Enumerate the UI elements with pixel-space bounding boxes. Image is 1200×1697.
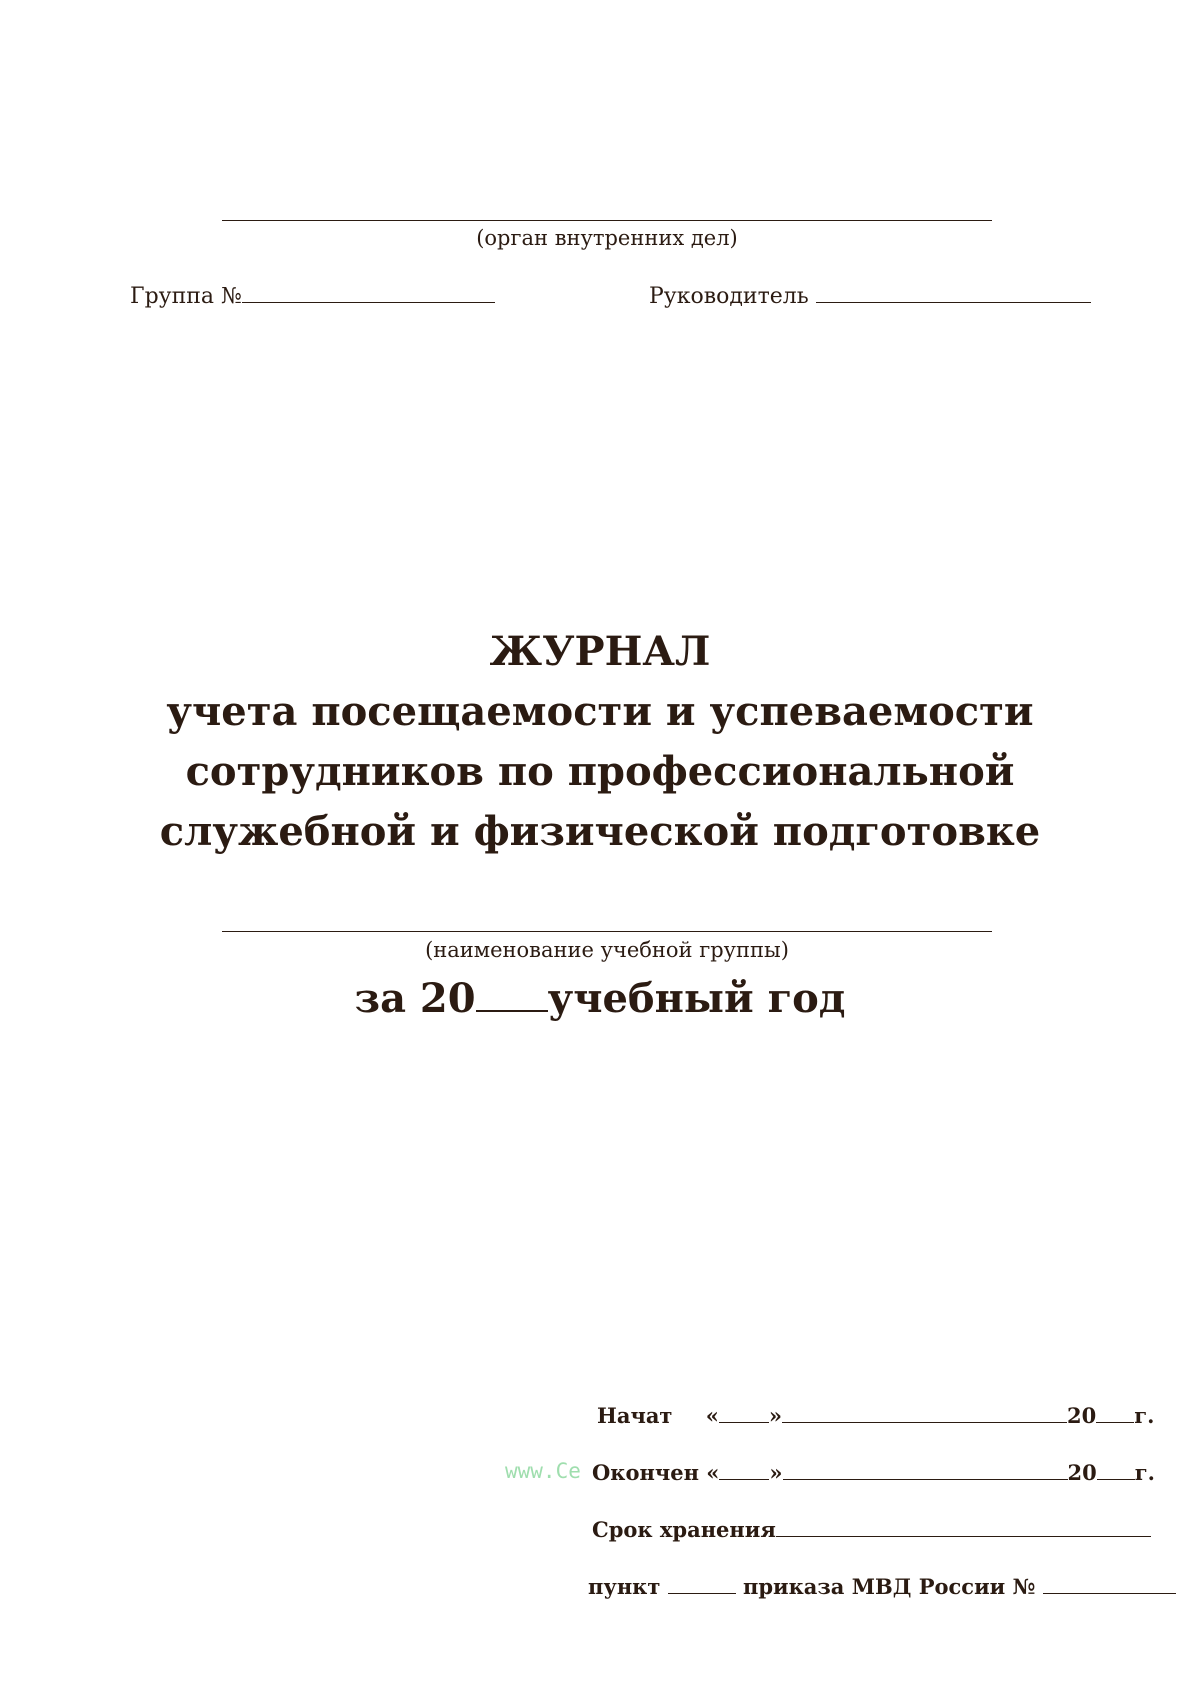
started-year-input[interactable] [1096, 1404, 1134, 1423]
title-line-2: учета посещаемости и успеваемости [166, 688, 1034, 735]
started-row [597, 1403, 1154, 1428]
finished-year-suffix: г. [1134, 1460, 1155, 1485]
started-open-quote: « [705, 1403, 719, 1428]
finished-month-input[interactable] [783, 1461, 1068, 1480]
started-close-quote: » [768, 1403, 783, 1428]
title-line-1: ЖУРНАЛ [489, 628, 711, 675]
journal-title [0, 622, 1200, 862]
started-label: Начат [597, 1403, 673, 1428]
group-name-line[interactable] [222, 931, 992, 932]
started-century: 20 [1067, 1403, 1097, 1428]
year-suffix: учебный год [547, 975, 846, 1022]
group-number-label: Группа № [130, 284, 242, 309]
year-prefix: за 20 [354, 975, 476, 1022]
watermark: www.Ce [505, 1459, 581, 1483]
academic-year-line [0, 974, 1200, 1022]
storage-row [592, 1517, 1151, 1542]
finished-close-quote: » [769, 1460, 783, 1485]
order-label: приказа МВД России № [743, 1574, 1036, 1599]
finished-year-input[interactable] [1097, 1461, 1135, 1480]
order-number-input[interactable] [1043, 1575, 1176, 1594]
started-year-suffix: г. [1134, 1403, 1155, 1428]
organ-name-line[interactable] [222, 220, 992, 221]
started-day-input[interactable] [719, 1404, 769, 1423]
leader-input[interactable] [816, 284, 1091, 303]
started-month-input[interactable] [782, 1404, 1067, 1423]
point-input[interactable] [668, 1575, 736, 1594]
group-name-caption: (наименование учебной группы) [425, 938, 789, 962]
title-line-4: служебной и физической подготовке [159, 808, 1041, 855]
finished-open-quote: « [706, 1460, 720, 1485]
finished-day-input[interactable] [719, 1461, 769, 1480]
leader-label: Руководитель [649, 284, 809, 309]
order-row [588, 1574, 1176, 1599]
storage-input[interactable] [776, 1518, 1151, 1537]
finished-label: Окончен [592, 1460, 699, 1485]
finished-row [592, 1460, 1155, 1485]
point-label: пункт [588, 1574, 661, 1599]
group-number-field [130, 284, 495, 309]
leader-field [649, 284, 1091, 309]
year-input[interactable] [476, 974, 548, 1012]
title-line-3: сотрудников по профессиональной [185, 748, 1015, 795]
storage-label: Срок хранения [592, 1517, 776, 1542]
organ-caption: (орган внутренних дел) [476, 226, 738, 250]
finished-century: 20 [1067, 1460, 1097, 1485]
group-number-input[interactable] [242, 284, 495, 303]
